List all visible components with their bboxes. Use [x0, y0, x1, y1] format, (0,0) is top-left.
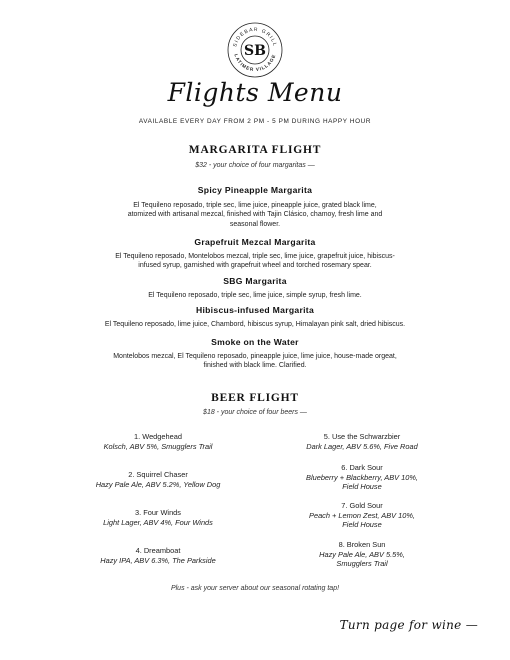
beer-name: 4. Dreamboat [135, 546, 181, 555]
beer-detail: Field House [342, 482, 382, 492]
drink-description-line: atomized with artisanal mezcal, finished with Tajin Clásico, chamoy, fresh lime and [127, 211, 383, 219]
beer-detail: Peach + Lemon Zest, ABV 10%, [309, 510, 415, 520]
beer-name: 5. Use the Schwarzbier [323, 432, 401, 441]
drink-description [40, 291, 470, 300]
beer-name: 2. Squirrel Chaser [128, 470, 188, 479]
drink-description-line: El Tequileno reposado, Montelobos mezcal, triple sec, lime juice, grapefruit juice, hibiscus- [115, 253, 395, 260]
logo-ring-bottom-text: LATIMER VILLAGE [233, 53, 277, 73]
beer-detail: Kolsch, ABV 5%, Smugglers Trail [103, 441, 213, 451]
drink-item [40, 237, 470, 271]
beer-name: 3. Four Winds [134, 508, 181, 517]
restaurant-logo [227, 22, 283, 78]
beer-name: 1. Wedgehead [134, 432, 182, 441]
beer-detail: Smugglers Trail [336, 559, 388, 569]
drink-name: Spicy Pineapple Margarita [197, 185, 313, 195]
drink-item [40, 276, 470, 300]
rotating-tap-note: Plus - ask your server about our seasonal rotating tap! [170, 585, 340, 592]
beer-flight-price: $18 - your choice of four beers — [203, 409, 307, 416]
drink-item [40, 185, 470, 229]
beer-name: 6. Dark Sour [341, 463, 383, 472]
drink-name: Smoke on the Water [211, 337, 299, 347]
beer-name: 8. Broken Sun [338, 540, 386, 549]
beer-item [58, 508, 258, 527]
beer-detail: Light Lager, ABV 4%, Four Winds [103, 517, 213, 527]
drink-description-line: infused syrup, garnished with grapefruit wheel and torched rosemary spear. [138, 262, 372, 270]
drink-description [40, 201, 470, 229]
drink-item [40, 337, 470, 371]
drink-name: SBG Margarita [223, 276, 287, 286]
margarita-flight-price: $32 - your choice of four margaritas — [195, 162, 315, 169]
beer-detail: Hazy Pale Ale, ABV 5.5%, [319, 549, 405, 559]
beer-item [58, 470, 258, 489]
beer-item [58, 546, 258, 565]
beer-item [262, 501, 462, 530]
margarita-flight-title: MARGARITA FLIGHT [188, 144, 322, 156]
beer-detail: Hazy IPA, ABV 6.3%, The Parkside [100, 555, 216, 565]
sidebar-grill-logo-icon [227, 22, 283, 78]
availability-note: AVAILABLE EVERY DAY FROM 2 PM - 5 PM DURING HAPPY HOUR [138, 118, 372, 125]
drink-description-line: El Tequileno reposado, triple sec, lime juice, pineapple juice, grated black lime, [133, 202, 377, 209]
drink-description-line: seasonal flower. [229, 220, 281, 228]
beer-item [58, 432, 258, 451]
drink-description [40, 252, 470, 271]
drink-description [40, 320, 470, 329]
beer-item [262, 463, 462, 492]
drink-description-line: El Tequileno reposado, triple sec, lime juice, simple syrup, fresh lime. [148, 292, 362, 299]
drink-description-line: El Tequileno reposado, lime juice, Chambord, hibiscus syrup, Himalayan pink salt, dried hibiscus. [104, 321, 406, 328]
beer-name: 7. Gold Sour [341, 501, 383, 510]
logo-ring-top-text: SIDEBAR GRILL [232, 26, 278, 48]
drink-name: Grapefruit Mezcal Margarita [194, 237, 316, 247]
drink-description-line: Montelobos mezcal, El Tequileno reposado, pineapple juice, lime juice, house-made orgeat, [113, 353, 397, 360]
drink-item [40, 305, 470, 329]
drink-name: Hibiscus-infused Margarita [195, 305, 315, 315]
beer-detail: Field House [342, 520, 382, 530]
beer-flight-title: BEER FLIGHT [211, 392, 299, 404]
beer-item [262, 432, 462, 451]
drink-description-line: finished with black lime. Clarified. [203, 362, 307, 370]
menu-title: Flights Menu [167, 78, 343, 107]
drink-description [40, 352, 470, 371]
beer-detail: Dark Lager, ABV 5.6%, Five Road [306, 441, 418, 451]
logo-monogram: SB [244, 43, 266, 59]
beer-detail: Blueberry + Blackberry, ABV 10%, [306, 472, 418, 482]
beer-item [262, 540, 462, 569]
turn-page-note: Turn page for wine — [339, 618, 478, 632]
beer-detail: Hazy Pale Ale, ABV 5.2%, Yellow Dog [95, 479, 221, 489]
